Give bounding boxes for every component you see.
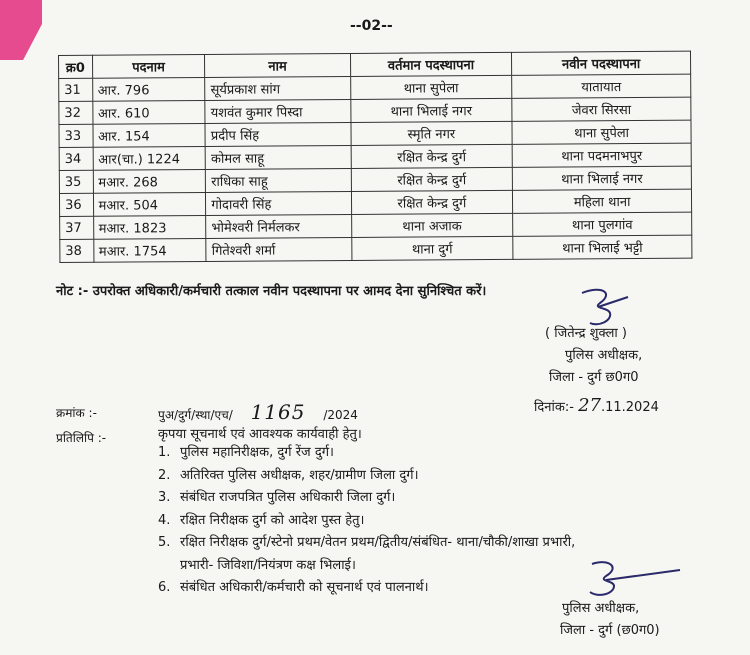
current-posting-cell: रक्षित केन्द्र दुर्ग [351, 167, 513, 191]
table-body [59, 74, 692, 262]
memo-prefix: पुअ/दुर्ग/स्था/एच/ [158, 408, 233, 422]
transfer-table [58, 51, 692, 263]
rank-cell: आर. 796 [92, 77, 205, 101]
list-item-text: संबंधित राजपत्रित पुलिस अधिकारी जिला दुर्ग। [180, 490, 396, 505]
list-item-number: 3. [158, 490, 171, 505]
list-item-text: रक्षित निरीक्षक दुर्ग को आदेश पुस्त हेतु। [180, 512, 365, 528]
current-posting-cell: थाना सुपेला [350, 75, 512, 99]
serial-cell: 34 [59, 147, 93, 170]
name-cell: भोमेश्वरी निर्मलकर [206, 214, 351, 238]
date-rest: .11.2024 [600, 400, 659, 415]
signature-scribble-2 [570, 556, 690, 600]
header-serial: क्र0 [59, 55, 93, 78]
rank-cell: मआर. 268 [93, 169, 206, 193]
new-posting-cell: महिला थाना [513, 189, 692, 213]
current-posting-cell: थाना दुर्ग [351, 236, 513, 260]
memo-number [158, 400, 358, 424]
list-item-text: संबंधित अधिकारी/कर्मचारी को सूचनार्थ एवं पालनार्थ। [180, 580, 429, 595]
serial-cell: 32 [59, 101, 93, 124]
list-item-number: 6. [158, 580, 171, 595]
memo-handwritten-number: 1165 [250, 400, 306, 424]
name-cell: कोमल साहू [205, 145, 350, 169]
memo-year: /2024 [323, 408, 358, 422]
list-item [158, 465, 575, 488]
rank-cell: आर. 610 [92, 100, 205, 124]
copy-to-label: प्रतिलिपि :- [56, 431, 107, 445]
list-item-continuation: प्रभारी- जिविशा/नियंत्रण कक्ष भिलाई। [180, 557, 356, 573]
signature-block-2 [560, 598, 660, 642]
serial-cell: 38 [60, 239, 94, 262]
signatory-district: जिला - दुर्ग छ0ग0 [549, 370, 639, 385]
list-item-text: रक्षित निरीक्षक दुर्ग/स्टेनो प्रथम/वेतन प्रथम/द्वितीय/संबंधित- थाना/चौकी/शाखा प्रभारी, [180, 535, 576, 550]
table-row [60, 235, 692, 262]
new-posting-cell: थाना सुपेला [512, 120, 691, 144]
list-item [158, 510, 575, 533]
rank-cell: मआर. 1754 [93, 238, 206, 262]
signatory-2-designation: पुलिस अधीक्षक, [562, 601, 640, 616]
date-label: दिनांक [534, 400, 565, 415]
current-posting-cell: थाना भिलाई नगर [350, 98, 512, 122]
current-posting-cell: स्मृति नगर [351, 121, 513, 145]
rank-cell: आर. 154 [92, 123, 205, 147]
name-cell: गोदावरी सिंह [206, 191, 351, 215]
name-cell: राधिका साहू [206, 168, 351, 192]
list-item [158, 532, 575, 555]
new-posting-cell: थाना पदमनाभपुर [512, 143, 691, 167]
current-posting-cell: रक्षित केन्द्र दुर्ग [351, 144, 513, 168]
name-cell: गितेश्वरी शर्मा [206, 237, 351, 261]
header-current-posting: वर्तमान पदस्थापना [350, 52, 512, 76]
list-item [158, 577, 575, 600]
signatory-designation: पुलिस अधीक्षक, [565, 348, 643, 363]
serial-cell: 37 [60, 216, 94, 239]
signature-block-1 [545, 323, 642, 389]
name-cell: प्रदीप सिंह [205, 122, 350, 146]
header-name: नाम [205, 53, 350, 77]
new-posting-cell: थाना भिलाई भट्टी [513, 235, 692, 259]
list-item-number: 1. [158, 445, 171, 460]
page-number: --02-- [350, 18, 393, 34]
current-posting-cell: रक्षित केन्द्र दुर्ग [351, 190, 513, 214]
memo-label: क्रमांक :- [56, 406, 97, 420]
signatory-name: ( जितेन्द्र शुक्ला ) [545, 326, 627, 341]
serial-cell: 33 [59, 124, 93, 147]
page-corner-tab [0, 0, 42, 60]
serial-cell: 35 [59, 170, 93, 193]
note-text: नोट :- उपरोक्त अधिकारी/कर्मचारी तत्काल नवीन पदस्थापना पर आमद देना सुनिश्चित करें। [56, 284, 487, 299]
list-item-number: 4. [158, 512, 171, 528]
header-rank: पदनाम [92, 54, 205, 78]
name-cell: सूर्यप्रकाश सांग [205, 76, 350, 100]
date-colon: :- [564, 400, 574, 415]
rank-cell: आर(चा.) 1224 [93, 146, 206, 170]
new-posting-cell: यातायात [512, 74, 691, 98]
new-posting-cell: थाना पुलगांव [513, 212, 692, 236]
current-posting-cell: थाना अजाक [351, 213, 513, 237]
date [534, 395, 659, 416]
signatory-2-district: जिला - दुर्ग (छ0ग0) [560, 623, 660, 638]
new-posting-cell: थाना भिलाई नगर [512, 166, 691, 190]
list-item-text: पुलिस महानिरीक्षक, दुर्ग रेंज दुर्ग। [180, 445, 334, 460]
list-item-number: 5. [158, 535, 171, 550]
new-posting-cell: जेवरा सिरसा [512, 97, 691, 121]
header-new-posting: नवीन पदस्थापना [512, 51, 691, 75]
list-item [158, 442, 575, 465]
serial-cell: 36 [59, 193, 93, 216]
rank-cell: मआर. 504 [93, 192, 206, 216]
name-cell: यशवंत कुमार पिस्दा [205, 99, 350, 123]
copy-purpose: कृपया सूचनार्थ एवं आवश्यक कार्यवाही हेतु। [158, 427, 362, 442]
list-item [158, 487, 575, 510]
date-handwritten-day: 27 [578, 395, 601, 416]
list-item-number: 2. [158, 467, 171, 483]
serial-cell: 31 [59, 78, 93, 101]
copy-to-list [158, 442, 575, 600]
list-item-text: अतिरिक्त पुलिस अधीक्षक, शहर/ग्रामीण जिला दुर्ग। [180, 467, 419, 483]
rank-cell: मआर. 1823 [93, 215, 206, 239]
